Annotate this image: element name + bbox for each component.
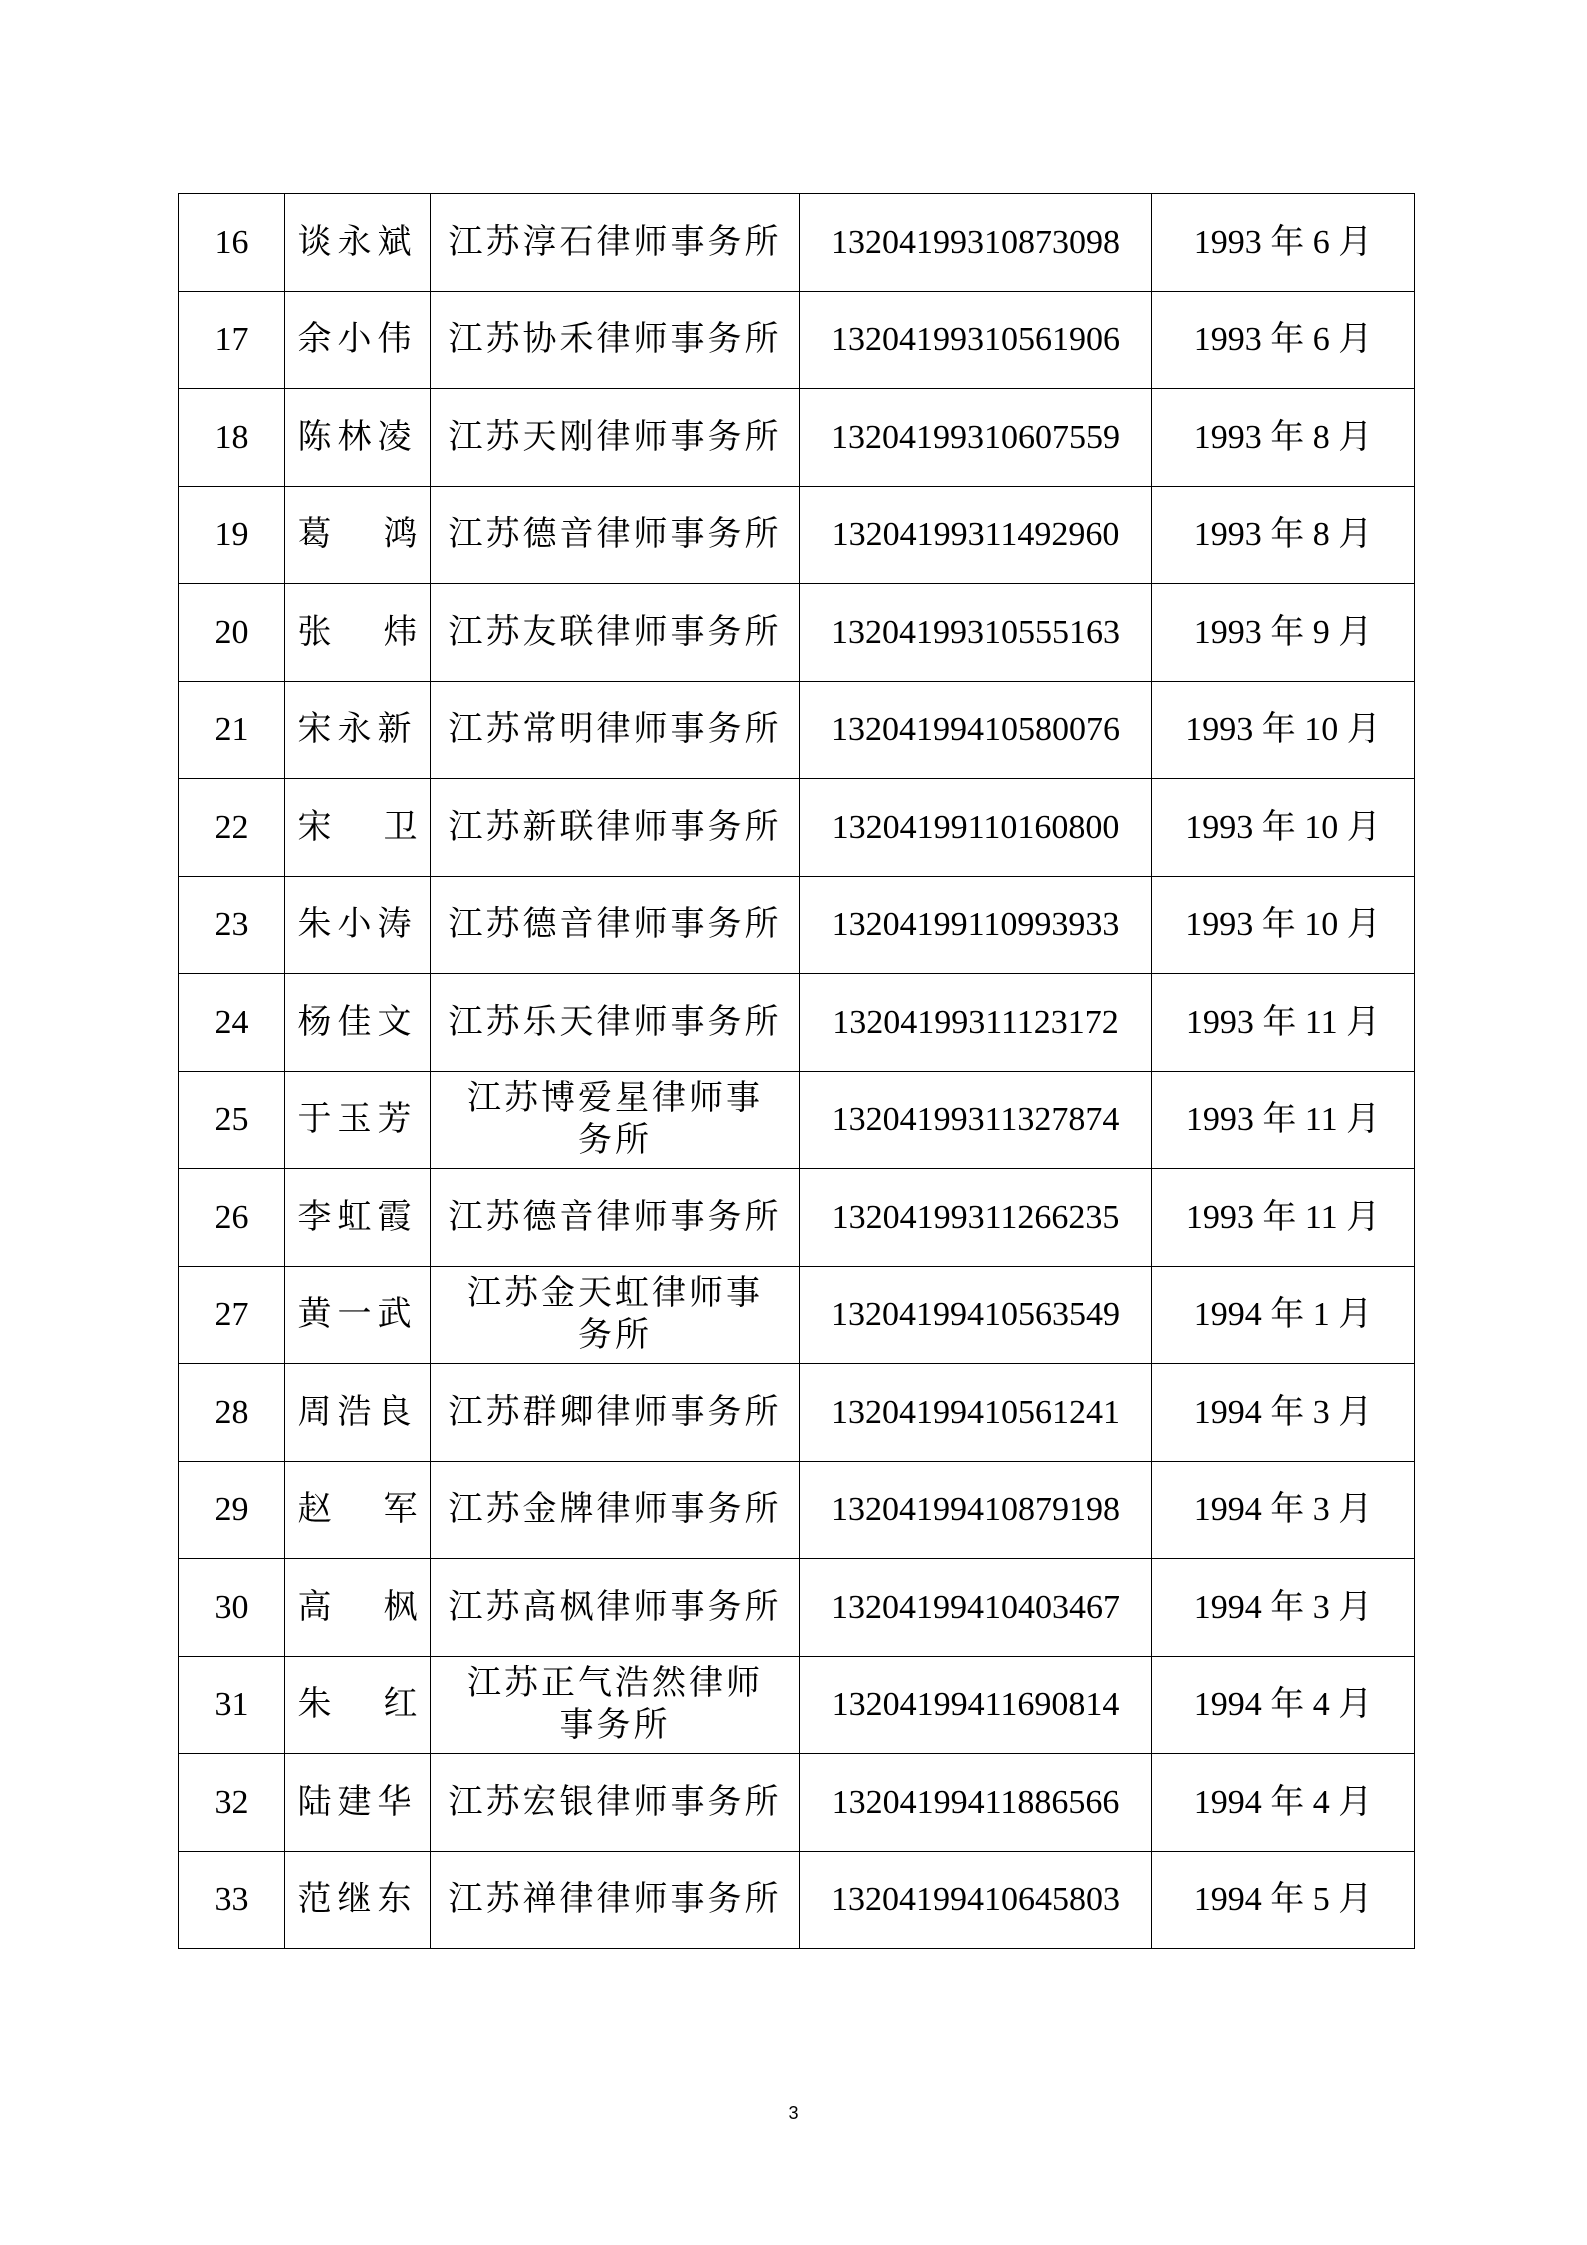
serial-number-cell: 18 (179, 389, 285, 487)
law-firm-cell: 江苏协禾律师事务所 (431, 291, 800, 389)
table-row (179, 486, 1415, 584)
table-row (179, 1266, 1415, 1364)
lawyer-name-cell (285, 1559, 431, 1657)
law-firm-cell: 江苏宏银律师事务所 (431, 1754, 800, 1852)
license-number-cell: 13204199410645803 (800, 1851, 1152, 1949)
practice-start-date-cell: 1993 年 10 月 (1152, 779, 1415, 877)
practice-start-date-cell: 1993 年 11 月 (1152, 1071, 1415, 1169)
practice-start-date-cell: 1994 年 3 月 (1152, 1364, 1415, 1462)
lawyer-name-cell (285, 486, 431, 584)
practice-start-date-cell: 1994 年 3 月 (1152, 1559, 1415, 1657)
practice-start-date-cell: 1994 年 4 月 (1152, 1754, 1415, 1852)
serial-number-cell: 26 (179, 1169, 285, 1267)
lawyer-name-part: 朱 (297, 1686, 332, 1724)
serial-number-cell: 24 (179, 974, 285, 1072)
license-number-cell: 13204199311327874 (800, 1071, 1152, 1169)
law-firm-cell: 江苏友联律师事务所 (431, 584, 800, 682)
serial-number-cell: 30 (179, 1559, 285, 1657)
law-firm-cell: 江苏常明律师事务所 (431, 681, 800, 779)
license-number-cell: 13204199411690814 (800, 1656, 1152, 1754)
law-firm-cell: 江苏德音律师事务所 (431, 1169, 800, 1267)
serial-number-cell: 33 (179, 1851, 285, 1949)
lawyer-name-cell: 李虹霞 (285, 1169, 431, 1267)
table-row (179, 1169, 1415, 1267)
law-firm-cell: 江苏德音律师事务所 (431, 876, 800, 974)
lawyer-name-part: 高 (297, 1588, 332, 1626)
lawyer-name-part: 军 (383, 1491, 418, 1529)
table-row (179, 584, 1415, 682)
lawyer-name-cell: 余小伟 (285, 291, 431, 389)
lawyer-name-part: 枫 (383, 1588, 418, 1626)
lawyer-name-part: 炜 (383, 613, 418, 651)
table-row (179, 291, 1415, 389)
license-number-cell: 13204199411886566 (800, 1754, 1152, 1852)
law-firm-cell: 江苏群卿律师事务所 (431, 1364, 800, 1462)
law-firm-cell: 江苏禅律律师事务所 (431, 1851, 800, 1949)
law-firm-cell: 江苏金天虹律师事务所 (431, 1266, 800, 1364)
table-row (179, 389, 1415, 487)
lawyer-name-cell (285, 779, 431, 877)
lawyer-name-cell: 周浩良 (285, 1364, 431, 1462)
law-firm-cell: 江苏淳石律师事务所 (431, 194, 800, 292)
license-number-cell: 13204199310873098 (800, 194, 1152, 292)
license-number-cell: 13204199311266235 (800, 1169, 1152, 1267)
license-number-cell: 13204199311123172 (800, 974, 1152, 1072)
serial-number-cell: 27 (179, 1266, 285, 1364)
table-row (179, 974, 1415, 1072)
lawyer-roster-table (178, 193, 1415, 1949)
lawyer-name-part: 宋 (297, 808, 332, 846)
serial-number-cell: 25 (179, 1071, 285, 1169)
license-number-cell: 13204199410561241 (800, 1364, 1152, 1462)
lawyer-roster-page (178, 193, 1415, 1949)
serial-number-cell: 31 (179, 1656, 285, 1754)
practice-start-date-cell: 1994 年 4 月 (1152, 1656, 1415, 1754)
practice-start-date-cell: 1994 年 1 月 (1152, 1266, 1415, 1364)
practice-start-date-cell: 1993 年 8 月 (1152, 486, 1415, 584)
table-row (179, 1851, 1415, 1949)
lawyer-name-cell: 陆建华 (285, 1754, 431, 1852)
serial-number-cell: 23 (179, 876, 285, 974)
lawyer-name-cell: 杨佳文 (285, 974, 431, 1072)
table-row (179, 1364, 1415, 1462)
lawyer-name-cell (285, 584, 431, 682)
practice-start-date-cell: 1993 年 8 月 (1152, 389, 1415, 487)
license-number-cell: 13204199410580076 (800, 681, 1152, 779)
lawyer-name-cell (285, 1461, 431, 1559)
page-number: 3 (788, 2103, 799, 2123)
license-number-cell: 13204199310607559 (800, 389, 1152, 487)
license-number-cell: 13204199410563549 (800, 1266, 1152, 1364)
table-row (179, 1559, 1415, 1657)
lawyer-name-cell: 黄一武 (285, 1266, 431, 1364)
lawyer-name-cell (285, 1656, 431, 1754)
law-firm-cell: 江苏德音律师事务所 (431, 486, 800, 584)
lawyer-name-cell: 范继东 (285, 1851, 431, 1949)
table-row (179, 681, 1415, 779)
lawyer-name-part: 张 (297, 613, 332, 651)
license-number-cell: 13204199410879198 (800, 1461, 1152, 1559)
practice-start-date-cell: 1993 年 9 月 (1152, 584, 1415, 682)
practice-start-date-cell: 1993 年 10 月 (1152, 876, 1415, 974)
law-firm-cell: 江苏博爱星律师事务所 (431, 1071, 800, 1169)
serial-number-cell: 19 (179, 486, 285, 584)
license-number-cell: 13204199410403467 (800, 1559, 1152, 1657)
table-row (179, 1754, 1415, 1852)
practice-start-date-cell: 1993 年 11 月 (1152, 974, 1415, 1072)
lawyer-name-part: 鸿 (383, 516, 418, 554)
lawyer-name-cell: 宋永新 (285, 681, 431, 779)
lawyer-name-cell: 于玉芳 (285, 1071, 431, 1169)
table-row (179, 194, 1415, 292)
serial-number-cell: 16 (179, 194, 285, 292)
table-row (179, 779, 1415, 877)
lawyer-name-cell: 朱小涛 (285, 876, 431, 974)
license-number-cell: 13204199110160800 (800, 779, 1152, 877)
practice-start-date-cell: 1993 年 11 月 (1152, 1169, 1415, 1267)
serial-number-cell: 29 (179, 1461, 285, 1559)
practice-start-date-cell: 1993 年 6 月 (1152, 194, 1415, 292)
lawyer-name-part: 卫 (383, 808, 418, 846)
license-number-cell: 13204199310561906 (800, 291, 1152, 389)
license-number-cell: 13204199310555163 (800, 584, 1152, 682)
lawyer-name-cell: 谈永斌 (285, 194, 431, 292)
law-firm-cell: 江苏天刚律师事务所 (431, 389, 800, 487)
law-firm-cell: 江苏乐天律师事务所 (431, 974, 800, 1072)
serial-number-cell: 32 (179, 1754, 285, 1852)
serial-number-cell: 21 (179, 681, 285, 779)
law-firm-cell: 江苏金牌律师事务所 (431, 1461, 800, 1559)
practice-start-date-cell: 1993 年 10 月 (1152, 681, 1415, 779)
license-number-cell: 13204199110993933 (800, 876, 1152, 974)
lawyer-name-part: 红 (383, 1686, 418, 1724)
lawyer-name-part: 葛 (297, 516, 332, 554)
table-row (179, 1656, 1415, 1754)
table-row (179, 876, 1415, 974)
practice-start-date-cell: 1994 年 5 月 (1152, 1851, 1415, 1949)
roster-table-body (179, 194, 1415, 1949)
law-firm-cell: 江苏正气浩然律师事务所 (431, 1656, 800, 1754)
lawyer-name-part: 赵 (297, 1491, 332, 1529)
practice-start-date-cell: 1993 年 6 月 (1152, 291, 1415, 389)
practice-start-date-cell: 1994 年 3 月 (1152, 1461, 1415, 1559)
serial-number-cell: 20 (179, 584, 285, 682)
serial-number-cell: 22 (179, 779, 285, 877)
serial-number-cell: 17 (179, 291, 285, 389)
license-number-cell: 13204199311492960 (800, 486, 1152, 584)
law-firm-cell: 江苏高枫律师事务所 (431, 1559, 800, 1657)
law-firm-cell: 江苏新联律师事务所 (431, 779, 800, 877)
table-row (179, 1071, 1415, 1169)
table-row (179, 1461, 1415, 1559)
lawyer-name-cell: 陈林凌 (285, 389, 431, 487)
serial-number-cell: 28 (179, 1364, 285, 1462)
